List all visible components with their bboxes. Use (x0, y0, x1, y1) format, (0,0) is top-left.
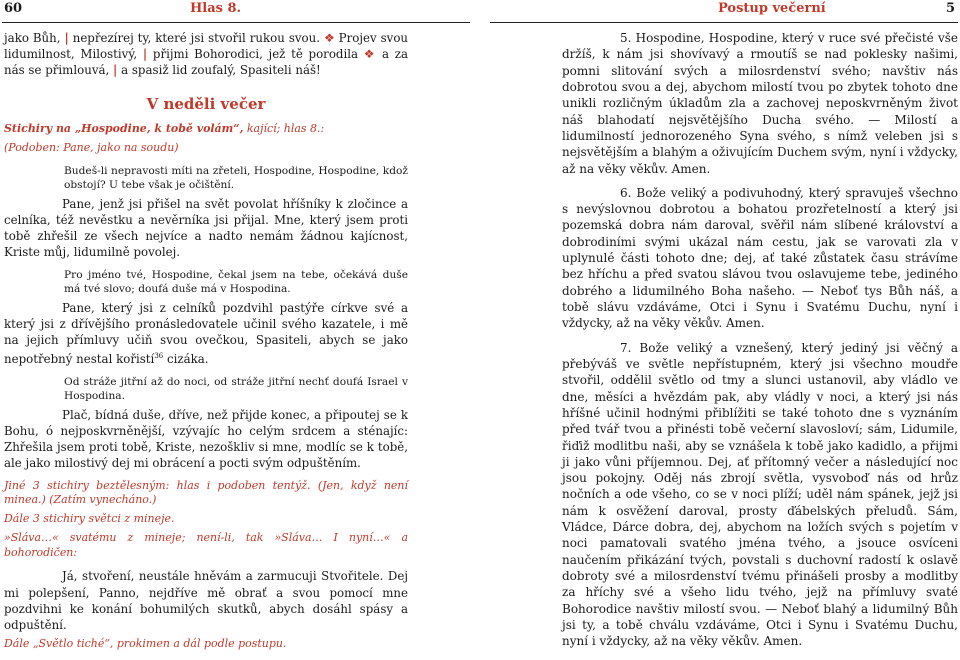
psalm-verse-3: Od stráže jitřní až do noci, od stráže jitřní nechť doufá Israel v Hospodina. (64, 374, 408, 402)
stichira-3: Plač, bídná duše, dříve, než přijde konec, a připoutej se k Bohu, ó nejposkvrněnější, vzývajíc ho celým srdcem a sténajíc: Zhřešila jsem proti tobě, Kriste, nezoškliv si mne, modlíc se k tobě, ale jako milostivý dej mi obrácení a pocti svým odpuštěním. (4, 407, 408, 470)
footnote-marker: 36 (154, 351, 164, 360)
left-running-title: Hlas 8. (190, 1, 242, 16)
rubric-svetlo-tiche: Dále „Světlo tiché“, prokimen a dál podle postupu. (4, 636, 287, 650)
verse-separator-icon: | (142, 47, 148, 62)
prayer-6: 6. Bože veliký a podivuhodný, který spravuješ všechno s nevýslovnou dobrotou a bohatou prozřetelností a který jsi pozemská dobra nám daroval, svěřil nám slíbené království a dobrodiními svými ukázal nám cestu, jak se varovati zla v uplynulé části tohoto dne; dej, ať také zůstatek času strávíme bez hříchu a před svatou slávou tvou oslavujeme tebe, jediného dobrého a lidumilného Boha našeho. — Neboť tys Bůh náš, a tobě slávu vzdáváme, Otci i Synu i Svatému Duchu, nyní i vždycky, až na věky věkův. Amen. (562, 185, 958, 331)
stichiry-rubric: Stichiry na „Hospodine, k tobě volám“, kající; hlas 8.: (4, 122, 325, 136)
theotokion: Já, stvoření, neustále hněvám a zarmucuji Stvořitele. Dej mi polepšení, Panno, nejdříve mě obrať a svou pomocí mne pozdvihni ke konání bohumilých skutků, abych dosáhl spásy a odpuštění. (4, 569, 408, 632)
left-page-number: 60 (4, 1, 23, 16)
psalm-verse-2: Pro jméno tvé, Hospodine, čekal jsem na tebe, očekává duše má tvé slovo; doufá duše má v Hospodina. (64, 267, 408, 295)
verse-separator-icon: | (64, 31, 69, 45)
diamond-icon: ❖ (323, 31, 335, 45)
right-column (562, 30, 958, 650)
section-title: V neděli večer (146, 95, 266, 114)
verse-separator-icon: | (113, 63, 118, 78)
prayer-5: 5. Hospodine, Hospodine, který v ruce své přečisté vše držíš, k nám jsi shovívavý a rmoutíš se nad poklesky našimi, pomni slitování svých a milosrdenství svého; navštiv nás dobrotou svou a dej, abychom milostí tvou po zbytek tohoto dne unikli rozličným úkladům zla a zachovej neposkvrněným život náš blahodatí nejsvětějšího Ducha svého. — Milostí a lidumilností jednorozeného Syna svého, s nímž veleben jsi s nejsvětějším a blahým a oživujícím Duchem svým, nyní i vždycky, až na věky věkův. Amen. (562, 31, 958, 176)
right-page-number: 5 (946, 1, 956, 16)
diamond-icon: ❖ (363, 47, 377, 62)
rubric-mineje: Dále 3 stichiry světci z mineje. (4, 512, 175, 526)
right-header-rule (490, 22, 958, 23)
rubric-beztelesnym: Jiné 3 stichiry beztělesným: hlas i podoben tentýž. (Jen, když není minea.) (Zatím vynecháno.) (4, 478, 408, 507)
stichira-2: Pane, který jsi z celníků pozdvihl pastýře církve své a který jsi z dřívějšího pronásledovatele učinil svého kazatele, i mě na jejich přímluvy učiň svou ovečkou, Spasiteli, abych se jako nepotřebný nestal kořistí$^{36}$ cizáka. (4, 300, 408, 366)
left-column (4, 30, 408, 651)
psalm-verse-1: Budeš-li nepravosti míti na zřeteli, Hospodine, Hospodine, kdož obstojí? U tebe však je očištění. (64, 163, 408, 191)
page-header (0, 0, 960, 24)
podoben-rubric: (Podoben: Pane, jako na soudu) (4, 140, 179, 154)
intro-text: jako Bůh, | nepřezírej ty, které jsi stvořil rukou svou. ❖ Projev svou lidumilnost, Milostivý, | přijmi Bohorodici, jež tě porodila ❖ a za nás se přimlouvá, | a spasiž lid zoufalý, Spasiteli náš! (4, 31, 409, 78)
left-header-rule (2, 22, 470, 23)
prayer-7: 7. Bože veliký a vznešený, který jediný jsi věčný a přebýváš ve světle nepřístupném, který jsi všechno moudře stvořil, oddělil světlo od tmy a slunci ustanovil, aby vládlo ve dne, měsíci a hvězdám pak, aby vládly v noci, a který jsi nás hříšné učinil hodnými přiblížiti se také tohoto dne s vyznáním před tvář tvou a přinésti tobě večerní slavosloví; sám, Lidumile, řiďiž modlitbu naši, aby se vznášela k tobě jako kadidlo, a přijmi ji jako vůni příjemnou. Dej, ať přítomný večer a následující noc jsou pokojny. Oděj nás zbrojí světla, vysvoboď nás od hrůz nočních a ode všeho, co se v noci plíží; uděl nám spánek, jejž jsi nám k osvěžení daroval, prosty ďábelských přeludů. Sám, Vládce, Dárce dobra, dej, abychom na ložích svých s pojetím v noci pamatovali svatého jména tvého, a jsouce osvíceni naučením přikázání tvých, povstali s duchovní radostí k oslavě dobroty své a milosrdenství tvému přinášeli prosby a modlitby za hříchy své a všeho lidu tvého, jejž na přímluvy svaté Bohorodice navštiv milostí svou. — Neboť blahý a lidumilný Bůh jsi ty, a tobě chválu vzdáváme, Otci i Synu i Svatému Duchu, nyní i vždycky, až na věky věkův. Amen. (562, 340, 958, 649)
rubric-slava: »Sláva…« svatému z mineje; není-li, tak »Sláva… I nyní…« a bohorodičen: (4, 530, 408, 559)
right-running-title: Postup večerní (718, 1, 826, 16)
stichira-1: Pane, jenž jsi přišel na svět povolat hříšníky k zločince a celníka, též nevěstku a nevěrníka jsi přijal. Mne, který jsem proti tobě zhřešil ze všech nejvíce a nadto nemám žádnou kajícnost, Kriste můj, lidumilně povolej. (4, 196, 408, 259)
